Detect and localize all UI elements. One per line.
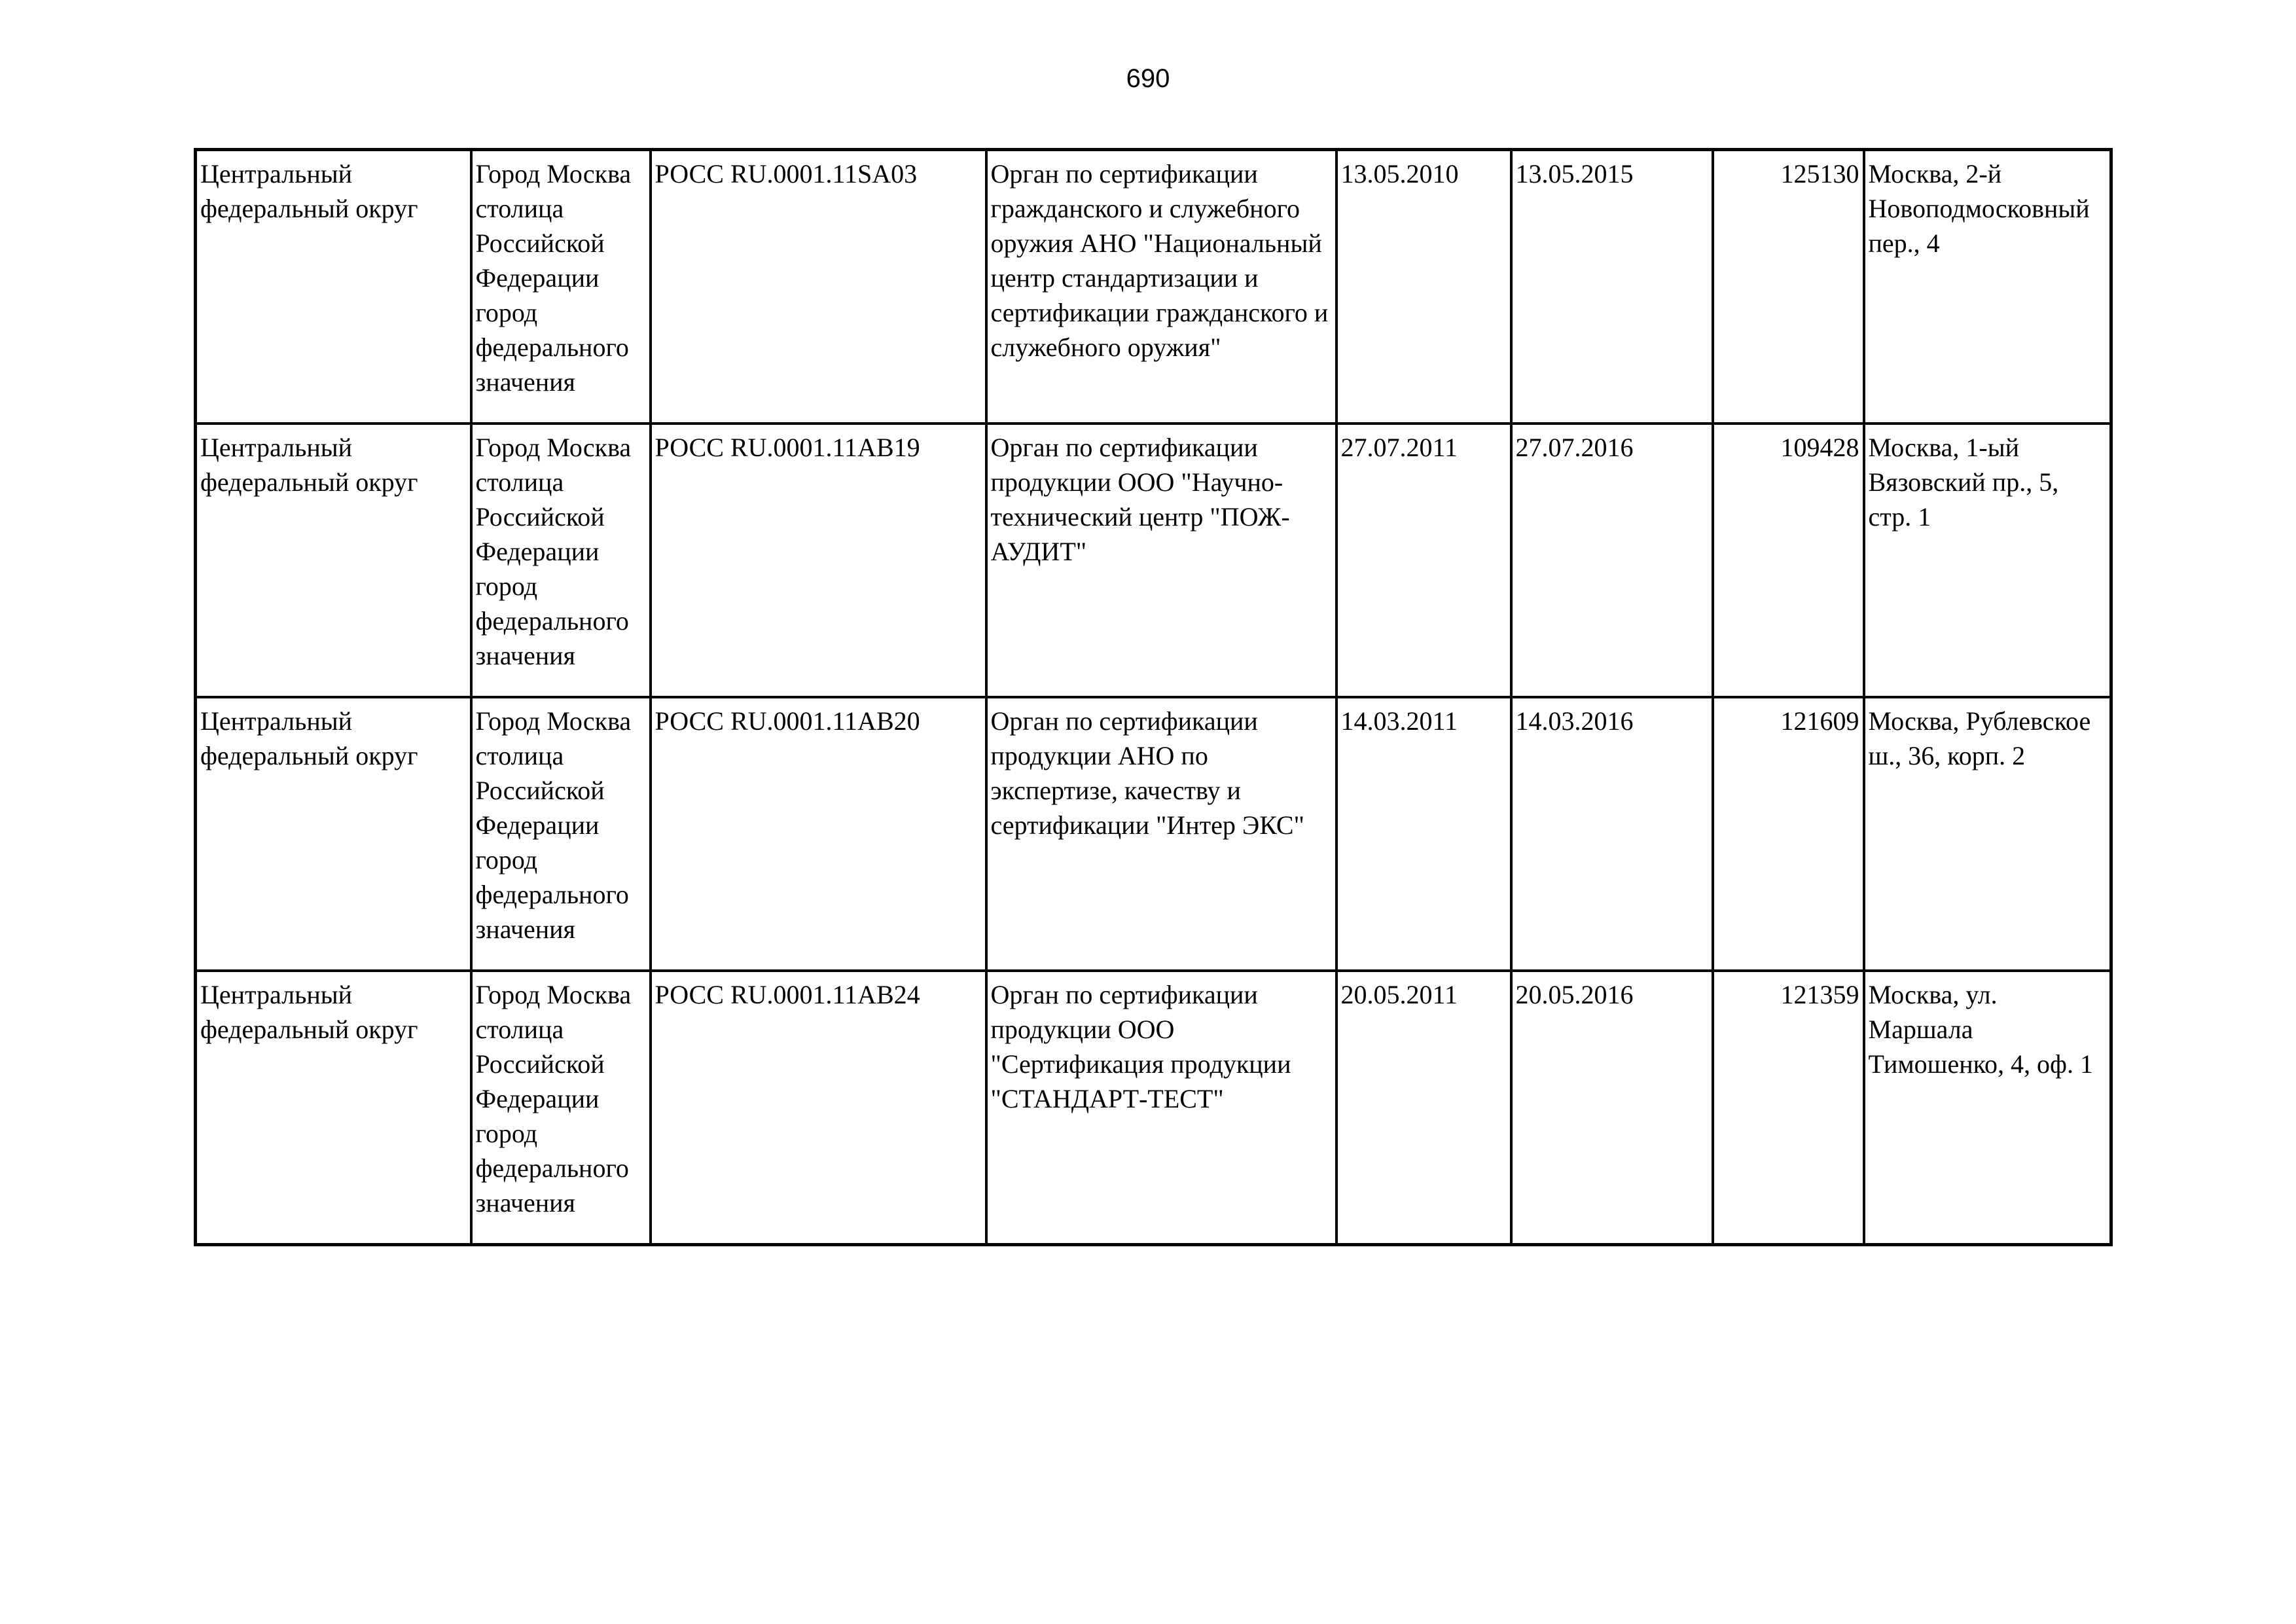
- district-cell: Центральный федеральный округ: [196, 150, 471, 424]
- certificate-number-cell: РОСС RU.0001.11АВ24: [651, 971, 986, 1245]
- postal-code-cell: 121609: [1713, 697, 1864, 971]
- address-cell: Москва, 2-й Новоподмосковный пер., 4: [1864, 150, 2111, 424]
- region-cell: Город Москва столица Российской Федерации город федерального значения: [471, 424, 651, 697]
- date-from-cell: 14.03.2011: [1336, 697, 1511, 971]
- date-from-cell: 13.05.2010: [1336, 150, 1511, 424]
- certificate-number-cell: РОСС RU.0001.11АВ19: [651, 424, 986, 697]
- certificate-number-cell: РОСС RU.0001.11SA03: [651, 150, 986, 424]
- certificate-number-cell: РОСС RU.0001.11АВ20: [651, 697, 986, 971]
- date-to-cell: 20.05.2016: [1511, 971, 1713, 1245]
- table-row: [196, 150, 2111, 424]
- date-to-cell: 14.03.2016: [1511, 697, 1713, 971]
- region-cell: Город Москва столица Российской Федерации город федерального значения: [471, 150, 651, 424]
- address-cell: Москва, ул. Маршала Тимошенко, 4, оф. 1: [1864, 971, 2111, 1245]
- postal-code-cell: 109428: [1713, 424, 1864, 697]
- organization-cell: Орган по сертификации продукции ООО "Научно-технический центр "ПОЖ-АУДИТ": [986, 424, 1336, 697]
- organization-cell: Орган по сертификации продукции АНО по экспертизе, качеству и сертификации "Интер ЭКС": [986, 697, 1336, 971]
- postal-code-cell: 125130: [1713, 150, 1864, 424]
- page-number: 690: [1126, 64, 1170, 93]
- address-cell: Москва, Рублевское ш., 36, корп. 2: [1864, 697, 2111, 971]
- table-row: [196, 697, 2111, 971]
- date-from-cell: 27.07.2011: [1336, 424, 1511, 697]
- address-cell: Москва, 1-ый Вязовский пр., 5, стр. 1: [1864, 424, 2111, 697]
- table-row: [196, 971, 2111, 1245]
- date-from-cell: 20.05.2011: [1336, 971, 1511, 1245]
- certification-bodies-table: [194, 148, 2113, 1246]
- organization-cell: Орган по сертификации продукции ООО "Сертификация продукции "СТАНДАРТ-ТЕСТ": [986, 971, 1336, 1245]
- district-cell: Центральный федеральный округ: [196, 697, 471, 971]
- postal-code-cell: 121359: [1713, 971, 1864, 1245]
- region-cell: Город Москва столица Российской Федерации город федерального значения: [471, 697, 651, 971]
- district-cell: Центральный федеральный округ: [196, 971, 471, 1245]
- date-to-cell: 13.05.2015: [1511, 150, 1713, 424]
- date-to-cell: 27.07.2016: [1511, 424, 1713, 697]
- table-row: [196, 424, 2111, 697]
- organization-cell: Орган по сертификации гражданского и служебного оружия АНО "Национальный центр стандартизации и сертификации гражданского и служебного оружия": [986, 150, 1336, 424]
- district-cell: Центральный федеральный округ: [196, 424, 471, 697]
- region-cell: Город Москва столица Российской Федерации город федерального значения: [471, 971, 651, 1245]
